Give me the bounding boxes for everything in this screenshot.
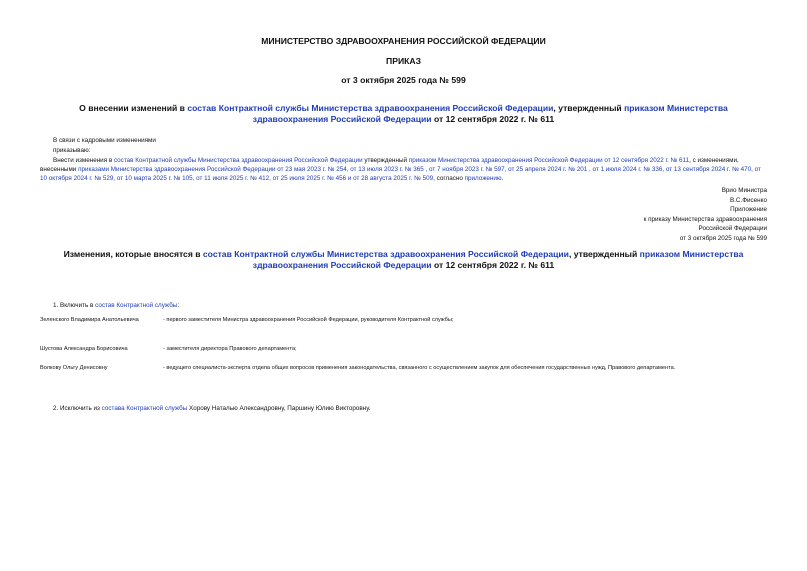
item-2-suffix: Хорову Наталью Александровну, Паршину Юлию Викторовну.	[187, 405, 371, 412]
item-1	[53, 301, 179, 310]
intro-body	[40, 156, 768, 183]
intro-line-1: В связи с кадровыми изменениями	[53, 137, 156, 144]
member-role: - ведущего специалиста-эксперта отдела общих вопросов применения законодательства, связанного с осуществлением закупок для обеспечения государственных нужд, Правового департамента.	[163, 365, 676, 371]
body-text-e: .	[501, 175, 504, 182]
changes-suffix: от 12 сентября 2022 г. № 611	[431, 260, 555, 270]
item-2-link[interactable]: состава Контрактной службы	[101, 405, 188, 412]
title-link-order-1[interactable]: приказом Министерства	[624, 103, 728, 113]
changes-link-order-2[interactable]: здравоохранения Российской Федерации	[252, 260, 432, 270]
order-title	[40, 103, 767, 125]
ministry-heading: МИНИСТЕРСТВО ЗДРАВООХРАНЕНИЯ РОССИЙСКОЙ ФЕДЕРАЦИИ	[261, 36, 546, 46]
member-role: - заместителя директора Правового департамента;	[163, 346, 297, 352]
item-1-suffix: :	[177, 302, 180, 309]
changes-prefix: Изменения, которые вносятся в	[63, 249, 203, 259]
intro-line-2: приказываю:	[53, 147, 91, 154]
body-text-b: утвержденный	[362, 157, 409, 164]
item-1-prefix: 1. Включить в	[53, 302, 96, 309]
order-heading: ПРИКАЗ	[386, 56, 421, 66]
body-text-c: , с изменениями, внесенными	[40, 157, 739, 173]
body-link-staff[interactable]: состав Контрактной службы Министерства здравоохранения Российской Федерации	[113, 157, 363, 164]
changes-title	[40, 249, 767, 271]
appendix-ref-2: Российской Федерации	[698, 225, 767, 233]
member-role: - первого заместителя Министра здравоохранения Российской Федерации, руководителя Контрактной службы;	[163, 317, 454, 323]
title-suffix: от 12 сентября 2022 г. № 611	[431, 114, 555, 124]
title-middle: , утвержденный	[553, 103, 625, 113]
appendix-ref-1: к приказу Министерства здравоохранения	[643, 215, 767, 223]
signature-position: Врио Министра	[721, 187, 767, 194]
changes-link-staff[interactable]: состав Контрактной службы Министерства здравоохранения Российской Федерации	[202, 249, 569, 259]
item-2	[53, 404, 370, 413]
changes-link-order-1[interactable]: приказом Министерства	[639, 249, 744, 259]
title-link-order-2[interactable]: здравоохранения Российской Федерации	[252, 114, 432, 124]
member-name: Волкову Ольгу Денисовну	[40, 365, 108, 371]
title-prefix: О внесении изменений в	[79, 103, 188, 113]
signature-block	[644, 186, 767, 244]
body-link-amendments[interactable]: приказами Министерства здравоохранения Российской Федерации от 23 мая 2023 г. № 254, от 13 июля 2023 г. № 365 , от 7 ноября 2023 г. № 597, от 25 апреля 2024 г. № 201 , от 1 июля 2024 г. № 336, от 13 сентября 2024 г. № 470, от 10 октября 2024 г. № 529, от 10 марта 2025 г. № 105, от 11 июля 2025 г. № 412, от 25 июля 2025 г. № 456 и от 28 августа 2025 г. № 509	[40, 166, 761, 182]
changes-middle: , утвержденный	[568, 249, 640, 259]
appendix-label: Приложение	[730, 206, 767, 214]
appendix-ref-3: от 3 октября 2025 года № 599	[679, 234, 767, 242]
title-link-staff[interactable]: состав Контрактной службы Министерства здравоохранения Российской Федерации	[187, 103, 554, 113]
body-text-a: Внести изменения в	[53, 157, 114, 164]
member-name: Зеленского Владимира Анатольевича	[40, 317, 139, 323]
body-link-appendix[interactable]: приложению	[464, 175, 502, 182]
body-text-d: , согласно	[433, 175, 465, 182]
item-1-link[interactable]: состав Контрактной службы	[95, 302, 178, 309]
signature-name: В.С.Фисенко	[729, 196, 767, 204]
body-link-order[interactable]: приказом Министерства здравоохранения Российской Федерации от 12 сентября 2022 г. № 611	[408, 157, 690, 164]
item-2-prefix: 2. Исключить из	[53, 405, 102, 412]
member-name: Шустова Александра Борисовича	[40, 346, 128, 352]
order-date: от 3 октября 2025 года № 599	[341, 75, 466, 85]
